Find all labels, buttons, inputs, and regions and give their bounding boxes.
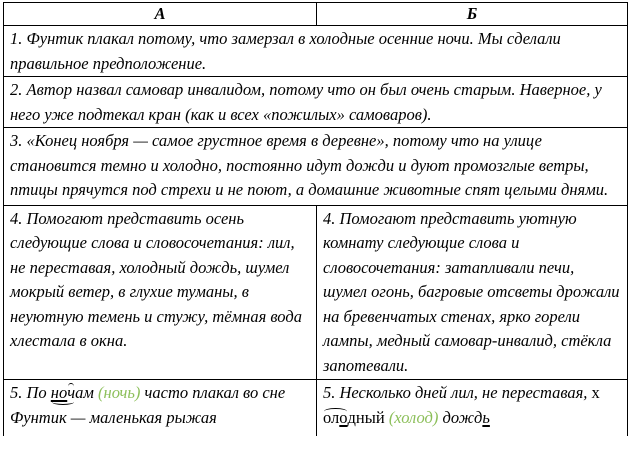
column-a-header: А <box>4 3 317 26</box>
row-1-text: 1. Фунтик плакал потому, что замерзал в холодные осенние ночи. Мы сделали правильное предположение. <box>4 26 628 77</box>
table-row <box>4 205 628 380</box>
row-5b-tail: дожд <box>438 407 483 427</box>
row-5a-lead: 5. По <box>10 383 51 402</box>
table-row <box>4 77 628 128</box>
stressed-letter: ь <box>482 407 490 427</box>
comparison-table <box>3 2 628 436</box>
row-5a-tail: часто плакал во сне Фунтик — маленькая рыжая <box>10 383 286 427</box>
root-mark <box>323 406 348 431</box>
stressed-syllable: но <box>50 383 68 402</box>
stressed-vowel: о <box>339 407 348 427</box>
word-ending: дный <box>347 407 385 427</box>
row-2-text: 2. Автор назвал самовар инвалидом, потому что он был очень старым. Наверное, у него уже подтекал кран (как и всех «пожилых» самоваров). <box>4 77 628 128</box>
row-5-column-b <box>317 380 628 437</box>
header-row <box>4 3 628 26</box>
row-4-column-a: 4. Помогают представить осень следующие слова и словосочетания: лил, не переставая, холодный дождь, шумел мокрый ветер, в глухие туманы, в неуютную темень и стужу, тёмная вода хлестала в окна. <box>4 205 317 380</box>
letter-l: л <box>331 407 340 427</box>
letter-o: о <box>323 407 332 427</box>
root-mark: ч <box>67 381 75 406</box>
word-ending: ам <box>75 383 94 402</box>
row-5-column-a <box>4 380 317 437</box>
table-row <box>4 26 628 77</box>
row-3-text: 3. «Конец ноября — самое грустное время в деревне», потому что на улице становится темно и холодно, постоянно идут дожди и дуют промозглые ветры, птицы прячутся под стрехи и не поют, а домашние животные спят целыми днями. <box>4 128 628 206</box>
row-4-column-b: 4. Помогают представить уютную комнату следующие слова и словосочетания: затапливали печи, шумел огонь, багровые отсветы дрожали на бревенчатых стенах, ярко горели лампы, медный самовар-инвалид, стёкла запотевали. <box>317 205 628 380</box>
column-b-header: Б <box>317 3 628 26</box>
check-word: (холод) <box>388 407 439 427</box>
word-nocham <box>51 381 75 406</box>
letter-h: х <box>591 383 600 402</box>
table-row <box>4 380 628 437</box>
check-word: (ночь) <box>98 383 141 402</box>
table-row <box>4 128 628 206</box>
row-5b-lead: 5. Несколько дней лил, не переставая, <box>323 383 592 402</box>
